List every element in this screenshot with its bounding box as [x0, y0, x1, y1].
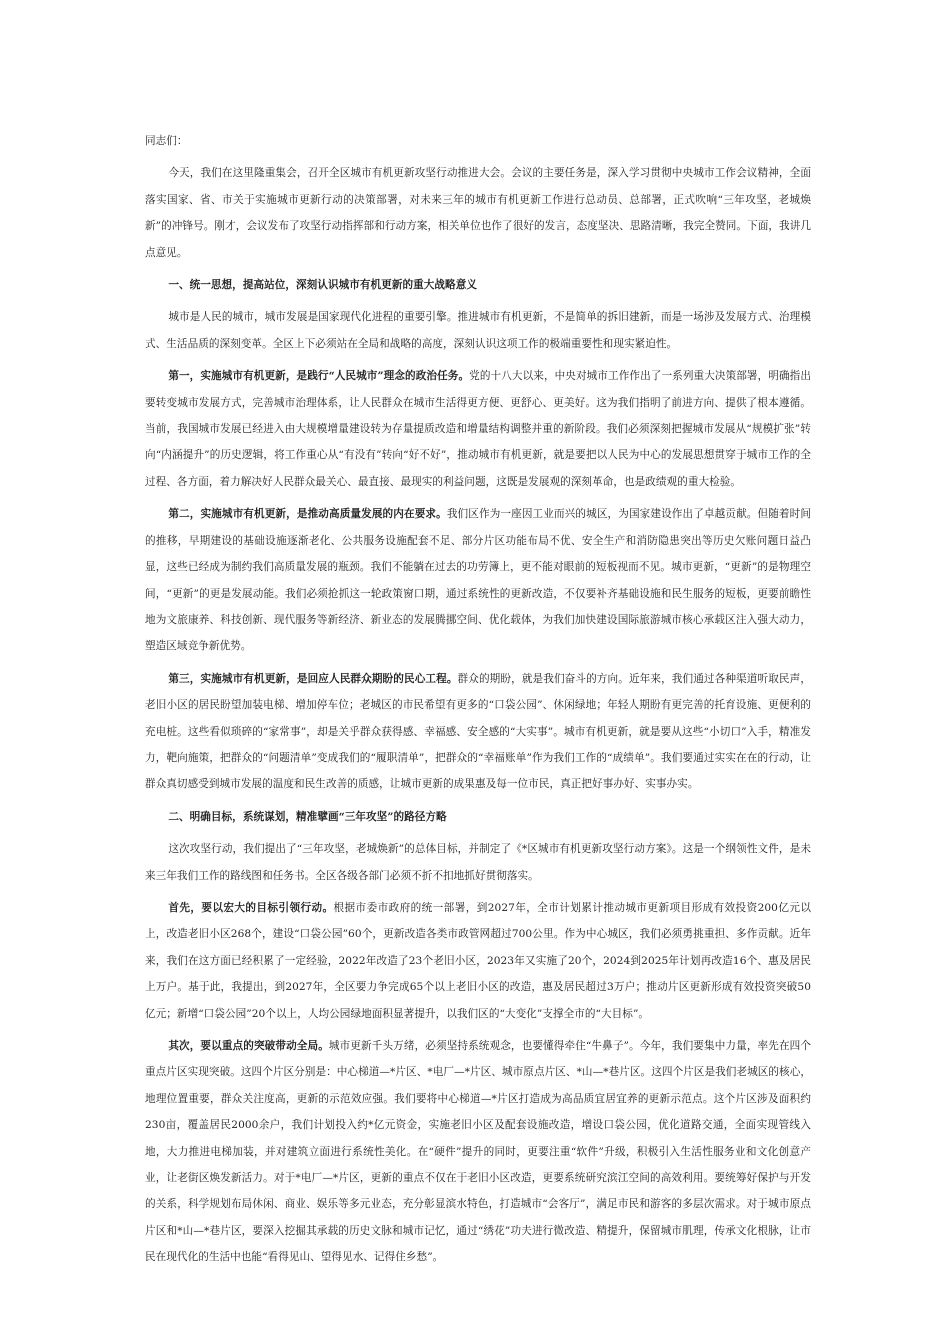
section-1-point-2-body: 我们区作为一座因工业而兴的城区，为国家建设作出了卓越贡献。但随着时间的推移，早期建设的基础设施逐渐老化、公共服务设施配套不足、部分片区功能布局不优、安全生产和消防隐患突出等历史欠账问题日益凸显，这些已经成为制约我们高质量发展的瓶颈。我们不能躺在过去的功劳簿上，更不能对眼前的短板视而不见。城市更新，“更新”的是物理空间，“更新”的更是发展动能。我们必须抢抓这一轮政策窗口期，通过系统性的更新改造，不仅要补齐基础设施和民生服务的短板，更要前瞻性地为文旅康养、科技创新、现代服务等新经济、新业态的发展腾挪空间、优化载体，为我们加快建设国际旅游城市核心承载区注入强大动力，塑造区域竞争新优势。 [145, 508, 811, 653]
section-2-point-1-lead: 首先，要以宏大的目标引领行动。 [168, 901, 334, 914]
section-2-point-2-body: 城市更新千头万绪，必须坚持系统观念，也要懂得牵住“牛鼻子”。今年，我们要集中力量，率先在四个重点片区实现突破。这四个片区分别是：中心梯道—*片区、*电厂—*片区、城市原点片区、*山—*巷片区。这四个片区是我们老城区的核心，地理位置重要，群众关注度高，更新的示范效应强。我们要将中心梯道—*片区打造成为高品质宜居宜养的更新示范点。这个片区涉及面积约230亩，覆盖居民2000余户，我们计划投入约*亿元资金，实施老旧小区及配套设施改造，增设口袋公园，优化道路交通，全面实现管线入地，大力推进电梯加装，并对建筑立面进行系统性美化。在“硬件”提升的同时，更要注重“软件”升级，积极引入生活性服务业和文化创意产业，让老街区焕发新活力。对于*电厂—*片区，更新的重点不仅在于老旧小区改造，更要系统研究滨江空间的高效利用。要统筹好保护与开发的关系，科学规划布局休闲、商业、娱乐等多元业态，充分彰显滨水特色，打造城市“会客厅”，满足市民和游客的多层次需求。对于城市原点片区和*山—*巷片区，要深入挖掘其承载的历史文脉和城市记忆，通过“绣花”功夫进行微改造、精提升，保留城市肌理，传承文化根脉，让市民在现代化的生活中也能“看得见山、望得见水、记得住乡愁”。 [145, 1040, 811, 1264]
section-1-point-3-body: 群众的期盼，就是我们奋斗的方向。近年来，我们通过各种渠道听取民声，老旧小区的居民盼望加装电梯、增加停车位；老城区的市民希望有更多的“口袋公园”、休闲绿地；年轻人期盼有更完善的托育设施、更便利的充电桩。这些看似琐碎的“家常事”，却是关乎群众获得感、幸福感、安全感的“大实事”。城市有机更新，就是要从这些“小切口”入手，精准发力，靶向施策，把群众的“问题清单”变成我们的“履职清单”，把群众的“幸福账单”作为我们工作的“成绩单”。我们要通过实实在在的行动，让群众真切感受到城市发展的温度和民生改善的质感，让城市更新的成果惠及每一位市民，真正把好事办好、实事办实。 [145, 672, 811, 791]
intro-paragraph: 今天，我们在这里隆重集会，召开全区城市有机更新攻坚行动推进大会。会议的主要任务是，深入学习贯彻中央城市工作会议精神，全面落实国家、省、市关于实施城市更新行动的决策部署，对未来三年的城市有机更新工作进行总动员、总部署，正式吹响“三年攻坚，老城焕新”的冲锋号。刚才，会议发布了攻坚行动指挥部和行动方案，相关单位也作了很好的发言，态度坚决、思路清晰，我完全赞同。下面，我讲几点意见。 [145, 167, 811, 259]
salutation: 同志们： [145, 135, 188, 147]
section-2-point-1-body: 根据市委市政府的统一部署，到2027年，全市计划累计推动城市更新项目形成有效投资200亿元以上，改造老旧小区268个，建设“口袋公园”60个，更新改造各类市政管网超过700公里。作为中心城区，我们必须勇挑重担、多作贡献。近年来，我们在这方面已经积累了一定经验，2022年改造了23个老旧小区，2023年又实施了20个，2024到2025年计划再改造16个、惠及居民上万户。基于此，我提出，到2027年，全区要力争完成65个以上老旧小区的改造，惠及居民超过3万户；推动片区更新形成有效投资突破50亿元；新增“口袋公园”20个以上，人均公园绿地面积显著提升，以我们区的“大变化”支撑全市的“大目标”。 [145, 901, 811, 1020]
section-1-point-1-body: 党的十八大以来，中央对城市工作作出了一系列重大决策部署，明确指出要转变城市发展方式，完善城市治理体系，让人民群众在城市生活得更方便、更舒心、更美好。这为我们指明了前进方向、提供了根本遵循。当前，我国城市发展已经进入由大规模增量建设转为存量提质改造和增量结构调整并重的新阶段。我们必须深刻把握城市发展从“规模扩张”转向“内涵提升”的历史逻辑，将工作重心从“有没有”转向“好不好”，推动城市有机更新，就是要把以人民为中心的发展思想贯穿于城市工作的全过程、各方面，着力解决好人民群众最关心、最直接、最现实的利益问题，这既是发展观的深刻革命，也是政绩观的重大检验。 [145, 370, 811, 488]
section-1-point-2 [145, 501, 811, 659]
section-1-point-3 [145, 666, 811, 798]
section-1-point-2-lead: 第二，实施城市有机更新，是推动高质量发展的内在要求。 [168, 508, 447, 521]
section-1-heading: 一、统一思想，提高站位，深刻认识城市有机更新的重大战略意义 [168, 279, 477, 292]
section-1-intro: 城市是人民的城市，城市发展是国家现代化进程的重要引擎。推进城市有机更新，不是简单的拆旧建新，而是一场涉及发展方式、治理模式、生活品质的深刻变革。全区上下必须站在全局和战略的高度，深刻认识这项工作的极端重要性和现实紧迫性。 [145, 311, 811, 350]
document-body [145, 128, 811, 1271]
section-2-point-2-lead: 其次，要以重点的突破带动全局。 [168, 1040, 329, 1052]
section-1-point-1 [145, 363, 811, 495]
section-2-intro: 这次攻坚行动，我们提出了“三年攻坚，老城焕新”的总体目标，并制定了《*区城市有机更新攻坚行动方案》。这是一个纲领性文件，是未来三年我们工作的路线图和任务书。全区各级各部门必须不折不扣地抓好贯彻落实。 [145, 843, 811, 882]
section-1-point-1-lead: 第一，实施城市有机更新，是践行“人民城市”理念的政治任务。 [168, 370, 470, 383]
section-1-point-3-lead: 第三，实施城市有机更新，是回应人民群众期盼的民心工程。 [168, 672, 458, 685]
section-2-point-2 [145, 1033, 811, 1271]
section-2-heading: 二、明确目标，系统谋划，精准擘画“三年攻坚”的路径方略 [168, 810, 447, 823]
section-2-point-1 [145, 895, 811, 1027]
